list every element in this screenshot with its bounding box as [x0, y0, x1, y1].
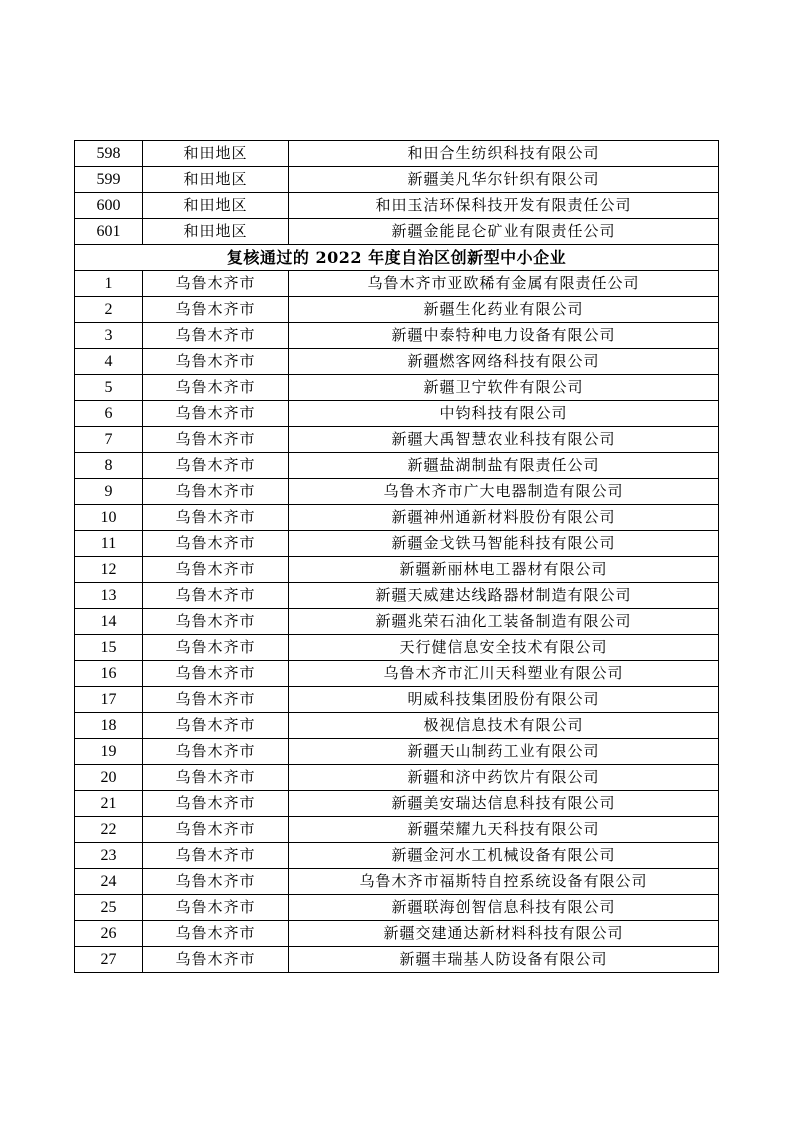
- company-name-cell: 乌鲁木齐市汇川天科塑业有限公司: [289, 661, 719, 687]
- row-number: 11: [75, 531, 143, 557]
- region-cell: 乌鲁木齐市: [143, 297, 289, 323]
- region-cell: 和田地区: [143, 141, 289, 167]
- company-name-cell: 新疆燃客网络科技有限公司: [289, 349, 719, 375]
- company-name-cell: 新疆大禹智慧农业科技有限公司: [289, 427, 719, 453]
- company-name-cell: 新疆神州通新材料股份有限公司: [289, 505, 719, 531]
- company-name-cell: 新疆美安瑞达信息科技有限公司: [289, 791, 719, 817]
- table-row: [75, 609, 719, 635]
- enterprise-list-table: [74, 140, 719, 973]
- region-cell: 乌鲁木齐市: [143, 687, 289, 713]
- table-row: [75, 323, 719, 349]
- region-cell: 乌鲁木齐市: [143, 531, 289, 557]
- row-number: 13: [75, 583, 143, 609]
- table-row: [75, 531, 719, 557]
- table-row: [75, 583, 719, 609]
- region-cell: 乌鲁木齐市: [143, 947, 289, 973]
- region-cell: 乌鲁木齐市: [143, 583, 289, 609]
- table-row: [75, 661, 719, 687]
- section-header-row: [75, 245, 719, 271]
- company-name-cell: 新疆盐湖制盐有限责任公司: [289, 453, 719, 479]
- company-name-cell: 新疆联海创智信息科技有限公司: [289, 895, 719, 921]
- region-cell: 乌鲁木齐市: [143, 739, 289, 765]
- company-name-cell: 新疆荣耀九天科技有限公司: [289, 817, 719, 843]
- region-cell: 乌鲁木齐市: [143, 635, 289, 661]
- table-row: [75, 401, 719, 427]
- row-number: 22: [75, 817, 143, 843]
- row-number: 16: [75, 661, 143, 687]
- table-row: [75, 167, 719, 193]
- company-name-cell: 新疆金能昆仑矿业有限责任公司: [289, 219, 719, 245]
- region-cell: 和田地区: [143, 193, 289, 219]
- company-name-cell: 新疆交建通达新材料科技有限公司: [289, 921, 719, 947]
- row-number: 23: [75, 843, 143, 869]
- table-row: [75, 869, 719, 895]
- table-row: [75, 843, 719, 869]
- region-cell: 和田地区: [143, 219, 289, 245]
- company-name-cell: 和田玉洁环保科技开发有限责任公司: [289, 193, 719, 219]
- region-cell: 乌鲁木齐市: [143, 895, 289, 921]
- row-number: 17: [75, 687, 143, 713]
- row-number: 8: [75, 453, 143, 479]
- row-number: 5: [75, 375, 143, 401]
- row-number: 25: [75, 895, 143, 921]
- row-number: 4: [75, 349, 143, 375]
- table-row: [75, 947, 719, 973]
- region-cell: 乌鲁木齐市: [143, 817, 289, 843]
- row-number: 15: [75, 635, 143, 661]
- region-cell: 和田地区: [143, 167, 289, 193]
- region-cell: 乌鲁木齐市: [143, 557, 289, 583]
- table-body: [75, 141, 719, 973]
- region-cell: 乌鲁木齐市: [143, 271, 289, 297]
- table-row: [75, 349, 719, 375]
- row-number: 6: [75, 401, 143, 427]
- table-row: [75, 713, 719, 739]
- company-name-cell: 新疆新丽林电工器材有限公司: [289, 557, 719, 583]
- table-row: [75, 193, 719, 219]
- company-name-cell: 乌鲁木齐市广大电器制造有限公司: [289, 479, 719, 505]
- table-row: [75, 687, 719, 713]
- section-title: 复核通过的 2022 年度自治区创新型中小企业: [75, 245, 719, 271]
- row-number: 20: [75, 765, 143, 791]
- table-row: [75, 479, 719, 505]
- table-row: [75, 427, 719, 453]
- region-cell: 乌鲁木齐市: [143, 843, 289, 869]
- row-number: 18: [75, 713, 143, 739]
- company-name-cell: 新疆天威建达线路器材制造有限公司: [289, 583, 719, 609]
- row-number: 2: [75, 297, 143, 323]
- region-cell: 乌鲁木齐市: [143, 479, 289, 505]
- company-name-cell: 新疆兆荣石油化工装备制造有限公司: [289, 609, 719, 635]
- table-row: [75, 791, 719, 817]
- row-number: 598: [75, 141, 143, 167]
- region-cell: 乌鲁木齐市: [143, 453, 289, 479]
- row-number: 3: [75, 323, 143, 349]
- company-name-cell: 天行健信息安全技术有限公司: [289, 635, 719, 661]
- company-name-cell: 新疆金戈铁马智能科技有限公司: [289, 531, 719, 557]
- table-row: [75, 921, 719, 947]
- row-number: 601: [75, 219, 143, 245]
- table-row: [75, 739, 719, 765]
- region-cell: 乌鲁木齐市: [143, 713, 289, 739]
- table-row: [75, 557, 719, 583]
- company-name-cell: 新疆金河水工机械设备有限公司: [289, 843, 719, 869]
- company-name-cell: 新疆天山制药工业有限公司: [289, 739, 719, 765]
- row-number: 14: [75, 609, 143, 635]
- company-name-cell: 新疆中泰特种电力设备有限公司: [289, 323, 719, 349]
- table-row: [75, 375, 719, 401]
- row-number: 9: [75, 479, 143, 505]
- company-name-cell: 新疆卫宁软件有限公司: [289, 375, 719, 401]
- company-name-cell: 和田合生纺织科技有限公司: [289, 141, 719, 167]
- region-cell: 乌鲁木齐市: [143, 323, 289, 349]
- table-row: [75, 505, 719, 531]
- region-cell: 乌鲁木齐市: [143, 661, 289, 687]
- row-number: 19: [75, 739, 143, 765]
- region-cell: 乌鲁木齐市: [143, 921, 289, 947]
- table-row: [75, 635, 719, 661]
- row-number: 600: [75, 193, 143, 219]
- company-name-cell: 中钧科技有限公司: [289, 401, 719, 427]
- region-cell: 乌鲁木齐市: [143, 505, 289, 531]
- company-name-cell: 新疆和济中药饮片有限公司: [289, 765, 719, 791]
- table-row: [75, 453, 719, 479]
- region-cell: 乌鲁木齐市: [143, 401, 289, 427]
- table-row: [75, 765, 719, 791]
- table-row: [75, 141, 719, 167]
- company-name-cell: 新疆美凡华尔针织有限公司: [289, 167, 719, 193]
- company-name-cell: 新疆生化药业有限公司: [289, 297, 719, 323]
- row-number: 12: [75, 557, 143, 583]
- row-number: 7: [75, 427, 143, 453]
- region-cell: 乌鲁木齐市: [143, 791, 289, 817]
- company-name-cell: 明威科技集团股份有限公司: [289, 687, 719, 713]
- row-number: 599: [75, 167, 143, 193]
- company-name-cell: 乌鲁木齐市亚欧稀有金属有限责任公司: [289, 271, 719, 297]
- row-number: 1: [75, 271, 143, 297]
- row-number: 10: [75, 505, 143, 531]
- table-row: [75, 297, 719, 323]
- row-number: 27: [75, 947, 143, 973]
- region-cell: 乌鲁木齐市: [143, 765, 289, 791]
- region-cell: 乌鲁木齐市: [143, 349, 289, 375]
- region-cell: 乌鲁木齐市: [143, 375, 289, 401]
- company-name-cell: 新疆丰瑞基人防设备有限公司: [289, 947, 719, 973]
- table-row: [75, 271, 719, 297]
- table-row: [75, 817, 719, 843]
- row-number: 21: [75, 791, 143, 817]
- region-cell: 乌鲁木齐市: [143, 427, 289, 453]
- region-cell: 乌鲁木齐市: [143, 869, 289, 895]
- row-number: 24: [75, 869, 143, 895]
- table-row: [75, 895, 719, 921]
- company-name-cell: 极视信息技术有限公司: [289, 713, 719, 739]
- table-row: [75, 219, 719, 245]
- company-name-cell: 乌鲁木齐市福斯特自控系统设备有限公司: [289, 869, 719, 895]
- row-number: 26: [75, 921, 143, 947]
- region-cell: 乌鲁木齐市: [143, 609, 289, 635]
